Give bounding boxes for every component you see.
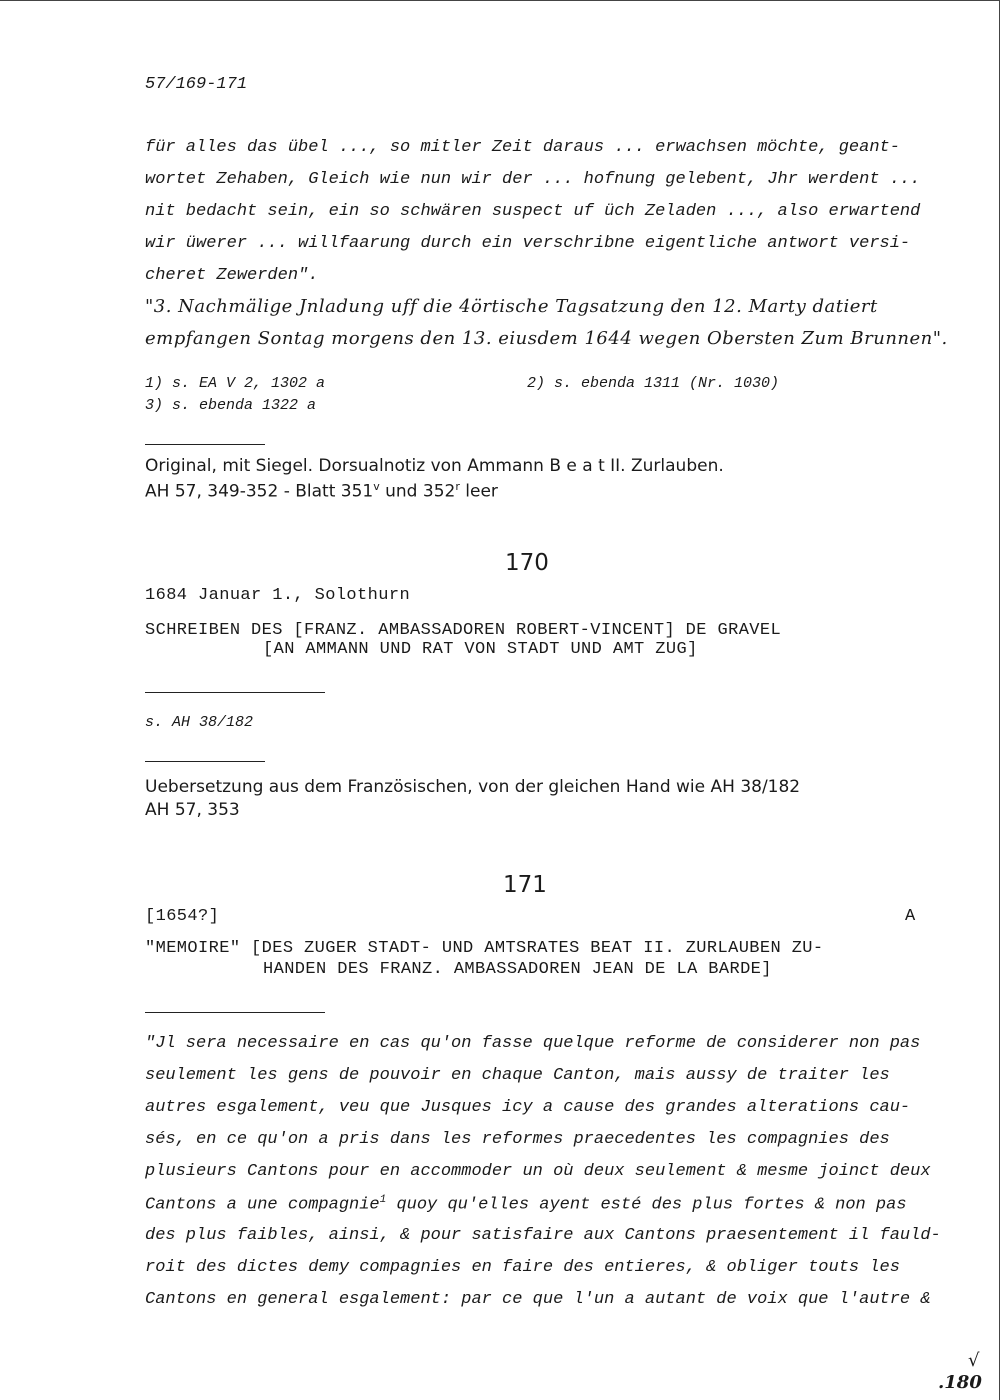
footnote-marker: 1 bbox=[379, 1194, 387, 1206]
document-date: 1684 Januar 1., Solothurn bbox=[145, 586, 411, 605]
document-date: [1654?] bbox=[145, 907, 220, 926]
handwritten-page-number: .180 bbox=[938, 1372, 982, 1393]
memoire-line: "Jl sera necessaire en cas qu'on fasse quelque reforme de considerer non pas bbox=[145, 1034, 921, 1053]
memoire-line: plusieurs Cantons pour en accommoder un où deux seulement & mesme joinct deux bbox=[145, 1162, 931, 1181]
separator-rule bbox=[145, 1012, 325, 1013]
memoire-line: sés, en ce qu'on a pris dans les reformes praecedentes les compagnies des bbox=[145, 1130, 890, 1149]
document-title: SCHREIBEN DES [FRANZ. AMBASSADOREN ROBERT-VINCENT] DE GRAVEL bbox=[145, 621, 782, 640]
dorsal-note-line: empfangen Sontag morgens den 13. eiusdem 1644 wegen Obersten Zum Brunnen". bbox=[145, 328, 948, 349]
separator-rule bbox=[145, 692, 325, 693]
superscript-recto: r bbox=[455, 480, 460, 493]
source-location bbox=[145, 480, 498, 502]
page-border-top bbox=[0, 0, 1000, 1]
document-title: "MEMOIRE" [DES ZUGER STADT- UND AMTSRATES BEAT II. ZURLAUBEN ZU- bbox=[145, 939, 824, 958]
source-location-text: AH 57, 349-352 - Blatt 351 bbox=[145, 481, 374, 502]
footnote-1: 1) s. EA V 2, 1302 a bbox=[145, 375, 326, 392]
letter-line: wir üwerer ... willfaarung durch ein verschribne eigentliche antwort versi- bbox=[145, 234, 911, 253]
letter-line: wortet Zehaben, Gleich wie nun wir der ... hofnung gelebent, Jhr werdent ... bbox=[145, 170, 921, 189]
dorsal-note-line: "3. Nachmälige Jnladung uff die 4örtische Tagsatzung den 12. Marty datiert bbox=[145, 296, 878, 317]
document-number: 170 bbox=[505, 550, 549, 576]
memoire-line: seulement les gens de pouvoir en chaque Canton, mais aussy de traiter les bbox=[145, 1066, 890, 1085]
memoire-line bbox=[145, 1194, 907, 1215]
check-mark-icon: √ bbox=[968, 1350, 980, 1371]
memoire-line: Cantons en general esgalement: par ce que l'un a autant de voix que l'autre & bbox=[145, 1290, 931, 1309]
source-note: Original, mit Siegel. Dorsualnotiz von Ammann B e a t II. Zurlauben. bbox=[145, 456, 724, 476]
source-location-mid: und 352 bbox=[379, 481, 456, 502]
archive-reference: AH 57, 353 bbox=[145, 800, 240, 820]
letter-line: nit bedacht sein, ein so schwären suspect uf üch Zeladen ..., also erwartend bbox=[145, 202, 921, 221]
document-title-cont: HANDEN DES FRANZ. AMBASSADOREN JEAN DE LA BARDE] bbox=[263, 960, 772, 979]
memoire-text: Cantons a une compagnie bbox=[145, 1195, 380, 1215]
document-title-cont: [AN AMMANN UND RAT VON STADT UND AMT ZUG] bbox=[263, 640, 698, 659]
footnote-3: 3) s. ebenda 1322 a bbox=[145, 397, 317, 414]
letter-line: cheret Zewerden". bbox=[145, 266, 319, 285]
separator-rule bbox=[145, 444, 265, 445]
version-marker: A bbox=[905, 907, 916, 926]
document-reference: 57/169-171 bbox=[145, 75, 248, 94]
document-number: 171 bbox=[503, 872, 547, 898]
source-location-end: leer bbox=[459, 481, 498, 502]
memoire-line: roit des dictes demy compagnies en faire des entieres, & obliger touts les bbox=[145, 1258, 900, 1277]
memoire-line: des plus faibles, ainsi, & pour satisfaire aux Cantons praesentement il fauld- bbox=[145, 1226, 941, 1245]
superscript-verso: v bbox=[373, 480, 380, 493]
cross-reference: s. AH 38/182 bbox=[145, 714, 254, 731]
separator-rule bbox=[145, 761, 265, 762]
footnote-2: 2) s. ebenda 1311 (Nr. 1030) bbox=[527, 375, 780, 392]
memoire-text: quoy qu'elles ayent esté des plus fortes & non pas bbox=[386, 1195, 907, 1215]
letter-line: für alles das übel ..., so mitler Zeit daraus ... erwachsen möchte, geant- bbox=[145, 138, 900, 157]
memoire-line: autres esgalement, veu que Jusques icy a cause des grandes alterations cau- bbox=[145, 1098, 911, 1117]
translation-note: Uebersetzung aus dem Französischen, von der gleichen Hand wie AH 38/182 bbox=[145, 777, 801, 797]
